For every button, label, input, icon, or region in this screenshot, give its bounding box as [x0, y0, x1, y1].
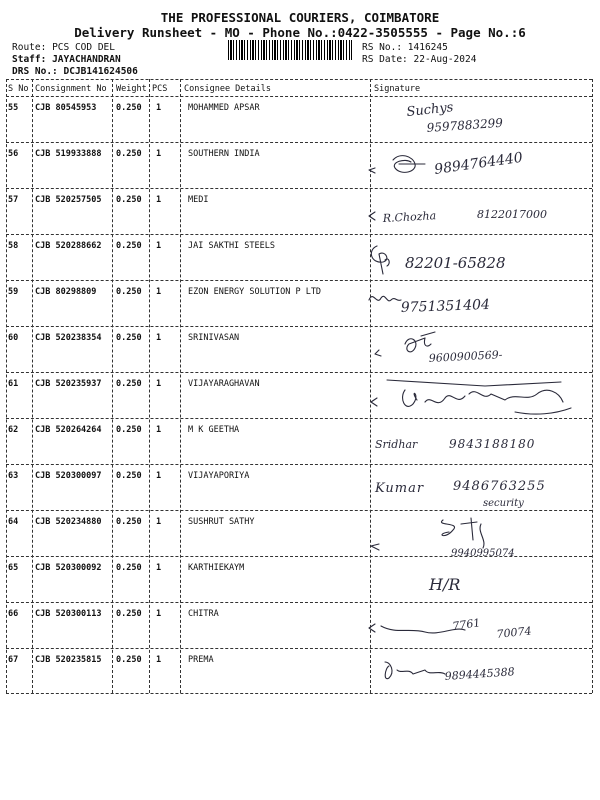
- column-divider: [32, 79, 33, 693]
- column-divider: [112, 79, 113, 693]
- svg-text:9486763255: 9486763255: [453, 479, 546, 494]
- signature-row-57: [365, 188, 590, 234]
- row-consignee: VIJAYARAGHAVAN: [188, 379, 260, 389]
- row-consignee: SOUTHERN INDIA: [188, 149, 260, 159]
- row-consignment-no: CJB 519933888: [35, 149, 102, 159]
- rs-date-line: [362, 54, 476, 66]
- row-consignee: VIJAYAPORIYA: [188, 471, 250, 481]
- row-divider: [6, 79, 592, 80]
- signature-row-66: [365, 600, 590, 646]
- row-consignment-no: CJB 520257505: [35, 195, 102, 205]
- row-weight: 0.250: [116, 195, 142, 205]
- row-pcs: 1: [156, 471, 162, 481]
- row-pcs: 1: [156, 287, 162, 297]
- row-weight: 0.250: [116, 103, 142, 113]
- row-weight: 0.250: [116, 609, 142, 619]
- row-consignment-no: CJB 520235815: [35, 655, 102, 665]
- rs-no-value: 1416245: [407, 42, 448, 53]
- row-sno: 58: [8, 241, 19, 251]
- barcode: [228, 40, 352, 60]
- svg-text:H/R: H/R: [429, 575, 461, 594]
- svg-text:70074: 70074: [495, 624, 533, 641]
- signature-row-64: [365, 510, 590, 562]
- row-sno: 60: [8, 333, 19, 343]
- row-pcs: 1: [156, 609, 162, 619]
- row-consignment-no: CJB 520264264: [35, 425, 102, 435]
- svg-text:R.Chozha: R.Chozha: [382, 209, 437, 225]
- drs-label: DRS No.:: [12, 66, 58, 77]
- signature-row-60: [365, 326, 590, 372]
- route-line: [12, 42, 115, 54]
- row-pcs: 1: [156, 563, 162, 573]
- signature-row-67: [365, 648, 590, 694]
- row-weight: 0.250: [116, 425, 142, 435]
- rs-date-label: RS Date:: [362, 54, 408, 65]
- row-consignee: SRINIVASAN: [188, 333, 240, 343]
- row-weight: 0.250: [116, 241, 142, 251]
- svg-text:9894445388: 9894445388: [444, 665, 516, 683]
- row-consignment-no: CJB 520300097: [35, 471, 102, 481]
- staff-line: [12, 54, 121, 66]
- row-sno: 65: [8, 563, 19, 573]
- signature-row-63: [365, 464, 590, 510]
- rs-no-line: [362, 42, 448, 54]
- column-divider: [6, 79, 7, 693]
- signature-row-55: [365, 96, 590, 142]
- svg-text:Suchys: Suchys: [405, 100, 455, 120]
- row-weight: 0.250: [116, 563, 142, 573]
- drs-value: DCJB141624506: [63, 66, 138, 77]
- row-sno: 55: [8, 103, 19, 113]
- row-weight: 0.250: [116, 287, 142, 297]
- row-sno: 62: [8, 425, 19, 435]
- row-weight: 0.250: [116, 517, 142, 527]
- row-sno: 64: [8, 517, 19, 527]
- row-pcs: 1: [156, 333, 162, 343]
- document-subtitle: Delivery Runsheet - MO - Phone No.:0422-3505555 - Page No.:6: [74, 25, 526, 40]
- row-sno: 59: [8, 287, 19, 297]
- route-value: PCS COD DEL: [52, 42, 115, 53]
- row-consignee: JAI SAKTHI STEELS: [188, 241, 275, 251]
- signature-row-62: [365, 418, 590, 464]
- column-header-sno: S No: [8, 84, 29, 94]
- document-title: THE PROFESSIONAL COURIERS, COIMBATORE: [160, 10, 440, 25]
- row-weight: 0.250: [116, 333, 142, 343]
- drs-line: [12, 66, 138, 78]
- row-pcs: 1: [156, 425, 162, 435]
- row-consignment-no: CJB 520238354: [35, 333, 102, 343]
- row-pcs: 1: [156, 195, 162, 205]
- row-pcs: 1: [156, 655, 162, 665]
- row-sno: 56: [8, 149, 19, 159]
- row-sno: 67: [8, 655, 19, 665]
- svg-text:9600900569-: 9600900569-: [428, 348, 503, 365]
- column-header-signature: Signature: [374, 84, 421, 94]
- row-consignee: PREMA: [188, 655, 214, 665]
- column-header-pcs: PCS: [152, 84, 168, 94]
- svg-text:8122017000: 8122017000: [477, 208, 547, 221]
- signature-row-59: [365, 280, 590, 326]
- row-sno: 61: [8, 379, 19, 389]
- column-divider: [592, 79, 593, 693]
- column-divider: [149, 79, 150, 693]
- row-consignment-no: CJB 520235937: [35, 379, 102, 389]
- svg-text:9894764440: 9894764440: [433, 149, 524, 178]
- staff-value: JAYACHANDRAN: [52, 54, 121, 65]
- row-weight: 0.250: [116, 655, 142, 665]
- column-divider: [180, 79, 181, 693]
- row-consignee: KARTHIEKAYM: [188, 563, 245, 573]
- row-consignment-no: CJB 520300092: [35, 563, 102, 573]
- staff-label: Staff:: [12, 54, 47, 65]
- column-header-consignee: Consignee Details: [184, 84, 271, 94]
- row-consignee: CHITRA: [188, 609, 219, 619]
- route-label: Route:: [12, 42, 47, 53]
- row-weight: 0.250: [116, 379, 142, 389]
- row-pcs: 1: [156, 379, 162, 389]
- row-consignment-no: CJB 520300113: [35, 609, 102, 619]
- svg-text:7761: 7761: [451, 616, 482, 633]
- row-sno: 57: [8, 195, 19, 205]
- column-header-weight: Weight: [116, 84, 147, 94]
- row-consignee: SUSHRUT SATHY: [188, 517, 255, 527]
- signature-row-61: [365, 372, 590, 418]
- row-consignment-no: CJB 80298809: [35, 287, 97, 297]
- signature-row-56: [365, 142, 590, 188]
- svg-text:9940995074: 9940995074: [451, 548, 515, 559]
- row-sno: 66: [8, 609, 19, 619]
- row-consignee: M K GEETHA: [188, 425, 240, 435]
- row-consignment-no: CJB 520234880: [35, 517, 102, 527]
- row-consignee: MOHAMMED APSAR: [188, 103, 260, 113]
- svg-text:security: security: [483, 498, 524, 509]
- row-consignee: MEDI: [188, 195, 209, 205]
- svg-text:9751351404: 9751351404: [400, 296, 491, 316]
- svg-text:9597883299: 9597883299: [426, 115, 504, 135]
- svg-text:82201-65828: 82201-65828: [405, 254, 506, 272]
- column-header-consignment: Consignment No: [35, 84, 107, 94]
- row-weight: 0.250: [116, 471, 142, 481]
- row-consignment-no: CJB 80545953: [35, 103, 97, 113]
- row-consignment-no: CJB 520288662: [35, 241, 102, 251]
- row-sno: 63: [8, 471, 19, 481]
- row-pcs: 1: [156, 103, 162, 113]
- svg-text:9843188180: 9843188180: [449, 437, 536, 451]
- rs-date-value: 22-Aug-2024: [413, 54, 477, 65]
- row-weight: 0.250: [116, 149, 142, 159]
- svg-text:Sridhar: Sridhar: [375, 438, 418, 451]
- rs-no-label: RS No.:: [362, 42, 403, 53]
- row-pcs: 1: [156, 517, 162, 527]
- row-pcs: 1: [156, 149, 162, 159]
- row-pcs: 1: [156, 241, 162, 251]
- svg-text:Kumar: Kumar: [375, 481, 425, 496]
- signature-row-58: [365, 234, 590, 280]
- row-consignee: EZON ENERGY SOLUTION P LTD: [188, 287, 322, 297]
